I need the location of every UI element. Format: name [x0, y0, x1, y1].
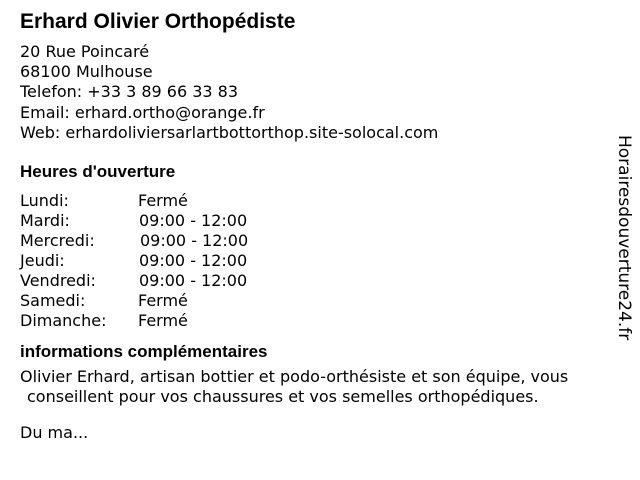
hours-value: 09:00 - 12:00	[139, 251, 248, 271]
hours-row-friday	[20, 271, 610, 291]
hours-value: 09:00 - 12:00	[139, 271, 248, 291]
hours-value: Fermé	[138, 311, 188, 331]
day-label: Mardi:	[20, 211, 70, 231]
hours-row-saturday	[20, 291, 610, 311]
additional-info-heading: informations complémentaires	[20, 342, 268, 362]
email-address[interactable]: Email: erhard.ortho@orange.fr	[20, 102, 265, 122]
hours-value: 09:00 - 12:00	[139, 211, 248, 231]
day-label: Vendredi:	[20, 271, 96, 291]
opening-hours-list	[20, 191, 610, 331]
day-label: Mercredi:	[20, 231, 95, 251]
hours-row-tuesday	[20, 211, 610, 231]
day-label: Lundi:	[20, 191, 69, 211]
day-label: Samedi:	[20, 291, 86, 311]
hours-value: Fermé	[138, 191, 188, 211]
business-description	[20, 367, 620, 407]
hours-row-sunday	[20, 311, 610, 331]
watermark-text: Horairesdouverture24.fr	[614, 135, 634, 341]
hours-row-monday	[20, 191, 610, 211]
day-label: Jeudi:	[20, 251, 65, 271]
business-name: Erhard Olivier Orthopédiste	[20, 10, 296, 33]
hours-value: 09:00 - 12:00	[140, 231, 249, 251]
hours-row-thursday	[20, 251, 610, 271]
contact-block	[20, 42, 610, 143]
description-line: Olivier Erhard, artisan bottier et podo-orthésiste et son équipe, vous	[20, 367, 569, 387]
address-street: 20 Rue Poincaré	[20, 42, 150, 61]
hours-value: Fermé	[138, 291, 188, 311]
business-page	[20, 10, 610, 443]
hours-row-wednesday	[20, 231, 610, 251]
day-label: Dimanche:	[20, 311, 107, 331]
address-city: 68100 Mulhouse	[20, 62, 153, 82]
description-line: conseillent pour vos chaussures et vos semelles orthopédiques.	[27, 387, 539, 407]
truncated-text: Du ma...	[20, 423, 89, 443]
website-url[interactable]: Web: erhardoliviersarlartbottorthop.site-solocal.com	[20, 122, 439, 142]
opening-hours-heading: Heures d'ouverture	[20, 162, 176, 182]
phone-number[interactable]: Telefon: +33 3 89 66 33 83	[20, 82, 239, 102]
